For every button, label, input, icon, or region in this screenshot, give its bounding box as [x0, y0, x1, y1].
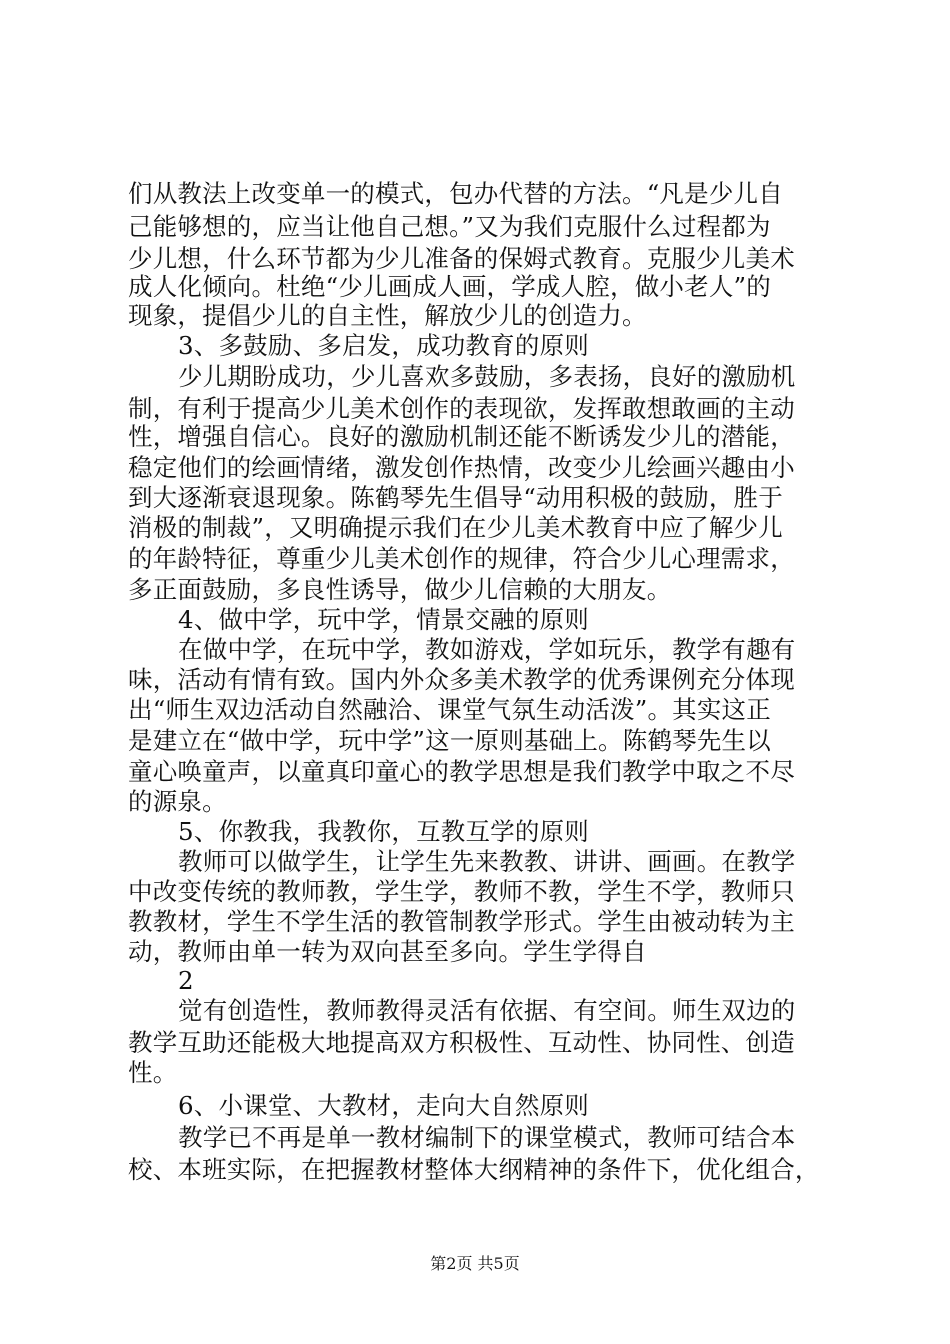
inline-page-number: 2	[178, 966, 194, 995]
text-line: 动，教师由单一转为双向甚至多向。学生学得自	[128, 937, 647, 966]
text-line: 童心唤童声，以童真印童心的教学思想是我们教学中取之不尽	[128, 757, 795, 786]
text-line: 是建立在“做中学，玩中学”这一原则基础上。陈鹤琴先生以	[128, 726, 771, 755]
text-line: 在做中学，在玩中学，教如游戏，学如玩乐，教学有趣有	[178, 635, 796, 664]
section-heading: 6、小课堂、大教材，走向大自然原则	[178, 1091, 589, 1120]
text-line: 的年龄特征，尊重少儿美术创作的规律，符合少儿心理需求，	[128, 544, 795, 573]
text-line: 稳定他们的绘画情绪，激发创作热情，改变少儿绘画兴趣由小	[128, 453, 795, 482]
text-line: 多正面鼓励，多良性诱导，做少儿信赖的大朋友。	[128, 575, 672, 604]
section-heading: 5、你教我，我教你，互教互学的原则	[178, 817, 589, 846]
text-line: 的源泉。	[128, 787, 227, 816]
text-line: 教学已不再是单一教材编制下的课堂模式，教师可结合本	[178, 1123, 796, 1152]
text-line: 消极的制裁”，又明确提示我们在少儿美术教育中应了解少儿	[128, 513, 783, 542]
text-line: 性，增强自信心。良好的激励机制还能不断诱发少儿的潜能，	[128, 422, 795, 451]
text-line: 现象，提倡少儿的自主性，解放少儿的创造力。	[128, 301, 647, 330]
text-line: 到大逐渐衰退现象。陈鹤琴先生倡导“动用积极的鼓励，胜于	[128, 483, 783, 512]
text-line: 校、本班实际，在把握教材整体大纲精神的条件下，优化组合，	[128, 1155, 820, 1184]
text-line: 少儿期盼成功，少儿喜欢多鼓励，多表扬，良好的激励机	[178, 362, 796, 391]
text-line: 中改变传统的教师教，学生学，教师不教，学生不学，教师只	[128, 877, 795, 906]
section-heading: 3、多鼓励、多启发，成功教育的原则	[178, 331, 589, 360]
section-heading: 4、做中学，玩中学，情景交融的原则	[178, 605, 589, 634]
text-line: 教学互助还能极大地提高双方积极性、互动性、协同性、创造	[128, 1028, 795, 1057]
text-line: 制，有利于提高少儿美术创作的表现欲，发挥敢想敢画的主动	[128, 394, 795, 423]
text-line: 性。	[128, 1058, 178, 1087]
text-line: 觉有创造性，教师教得灵活有依据、有空间。师生双边的	[178, 996, 796, 1025]
text-line: 己能够想的，应当让他自己想。”又为我们克服什么过程都为	[128, 212, 771, 241]
text-line: 味，活动有情有致。国内外众多美术教学的优秀课例充分体现	[128, 665, 795, 694]
text-line: 少儿想，什么环节都为少儿准备的保姆式教育。克服少儿美术	[128, 244, 795, 273]
text-line: 教师可以做学生，让学生先来教教、讲讲、画画。在教学	[178, 847, 796, 876]
text-line: 成人化倾向。杜绝“少儿画成人画，学成人腔，做小老人”的	[128, 272, 771, 301]
page-footer: 第2页 共5页	[430, 1254, 520, 1273]
text-line: 教教材，学生不学生活的教管制教学形式。学生由被动转为主	[128, 907, 795, 936]
text-line: 们从教法上改变单一的模式，包办代替的方法。“凡是少儿自	[128, 179, 783, 208]
text-line: 出“师生双边活动自然融洽、课堂气氛生动活泼”。其实这正	[128, 695, 771, 724]
